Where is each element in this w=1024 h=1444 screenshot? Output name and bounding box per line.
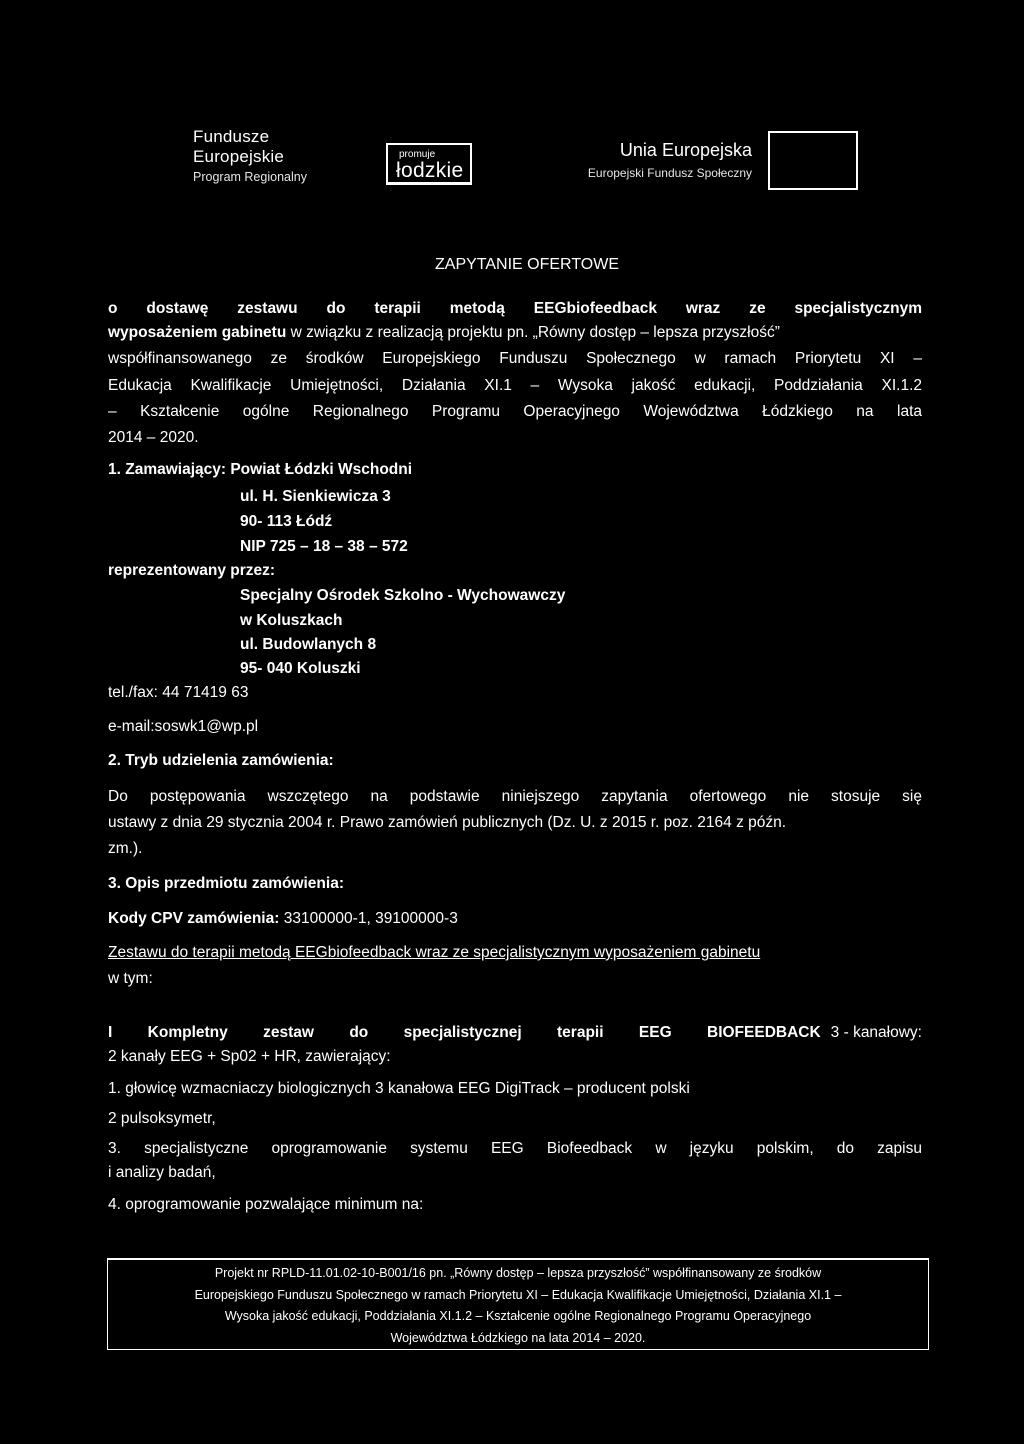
represented-street: ul. Budowlanych 8 [240,636,377,653]
address-city: 90- 113 Łódź [240,513,333,530]
tel-fax: tel./fax: 44 71419 63 [108,684,249,701]
list-item: 3. specjalistyczne oprogramowanie systemu EEG Biofeedback w języku polskim, do zapisu [108,1140,922,1157]
list-item: 2 pulsoksymetr, [108,1110,216,1127]
list-item: 4. oprogramowanie pozwalające minimum na: [108,1196,424,1213]
footer-line-4: Województwa Łódzkiego na lata 2014 – 2020. [390,1330,646,1345]
intro-line-1: o dostawę zestawu do terapii metodą EEGbiofeedback wraz ze specjalistycznym [108,300,922,317]
ue-subtitle: Europejski Fundusz Społeczny [587,166,752,180]
ue-title: Unia Europejska [619,140,752,160]
section-2-line-1: Do postępowania wszczętego na podstawie niniejszego zapytania ofertowego nie stosuje się [108,788,922,805]
section-2-line-2: ustawy z dnia 29 stycznia 2004 r. Prawo zamówień publicznych (Dz. U. z 2015 r. poz. 2164 z późn. [108,814,787,831]
footer-box [107,1258,929,1350]
footer-line-2: Europejskiego Funduszu Społecznego w ramach Priorytetu XI – Edukacja Kwalifikacje Umiejętności, Działania XI.1 – [194,1287,842,1302]
fe-subtitle: Program Regionalny [193,170,307,184]
fe-title-line2: Europejskie [193,147,285,166]
footer-line-3: Wysoka jakość edukacji, Poddziałania XI.1.2 – Kształcenie ogólne Regionalnego Programu Operacyjnego [224,1309,812,1323]
lodzkie-logo [386,143,472,185]
email: e-mail:soswk1@wp.pl [108,718,259,735]
represented-town: w Koluszkach [240,612,343,629]
section-2-heading: 2. Tryb udzielenia zamówienia: [108,752,334,769]
document-title: ZAPYTANIE OFERTOWE [435,256,620,273]
address-nip: NIP 725 – 18 – 38 – 572 [240,538,408,555]
cpv-line [108,910,458,928]
eu-flag-icon [768,131,858,190]
section-1-heading: 1. Zamawiający: Powiat Łódzki Wschodni [108,461,413,478]
address-street: ul. H. Sienkiewicza 3 [240,488,391,505]
footer-line-1: Projekt nr RPLD-11.01.02-10-B001/16 pn. „Równy dostęp – lepsza przyszłość” współfinansowany ze środków [214,1266,822,1280]
lodzkie-logo-text: łodzkie [396,159,464,182]
item-i-channels: 3 - kanałowy: [830,1024,922,1041]
intro-line-2: wyposażeniem gabinetu w związku z realizacją projektu pn. „Równy dostęp – lepsza przyszłość” [108,324,780,341]
cpv-label: Kody CPV zamówienia: [108,910,280,927]
unia-europejska-logo [540,140,752,180]
intro-line-5: – Kształcenie ogólne Regionalnego Programu Operacyjnego Województwa Łódzkiego na lata [108,403,922,420]
intro-line-3: współfinansowanego ze środków Europejskiego Funduszu Społecznego w ramach Priorytetu XI – [108,350,922,367]
lodzkie-logo-small-text: promuje [399,149,436,160]
set-description-2: w tym: [108,970,153,987]
fundusze-europejskie-logo [193,127,307,184]
represented-name: Specjalny Ośrodek Szkolno - Wychowawczy [240,587,566,604]
item-i-title: I Kompletny zestaw do specjalistycznej terapii EEG BIOFEEDBACK [108,1024,821,1041]
intro-line-6: 2014 – 2020. [108,429,199,446]
represented-city: 95- 040 Koluszki [240,660,361,677]
list-item-cont: i analizy badań, [108,1164,216,1181]
item-i-line-1 [108,1024,922,1042]
section-3-heading: 3. Opis przedmiotu zamówienia: [108,875,344,892]
represented-label: reprezentowany przez: [108,562,276,579]
section-2-line-3: zm.). [108,840,143,857]
item-i-line-2: 2 kanały EEG + Sp02 + HR, zawierający: [108,1048,391,1065]
list-item: 1. głowicę wzmacniaczy biologicznych 3 kanałowa EEG DigiTrack – producent polski [108,1080,690,1097]
intro-line-4: Edukacja Kwalifikacje Umiejętności, Działania XI.1 – Wysoka jakość edukacji, Poddziałania XI.1.2 [108,377,922,394]
fe-title-line1: Fundusze [193,127,270,146]
set-description: Zestawu do terapii metodą EEGbiofeedback wraz ze specjalistycznym wyposażeniem gabinetu [108,944,761,961]
cpv-codes: 33100000-1, 39100000-3 [279,910,458,927]
